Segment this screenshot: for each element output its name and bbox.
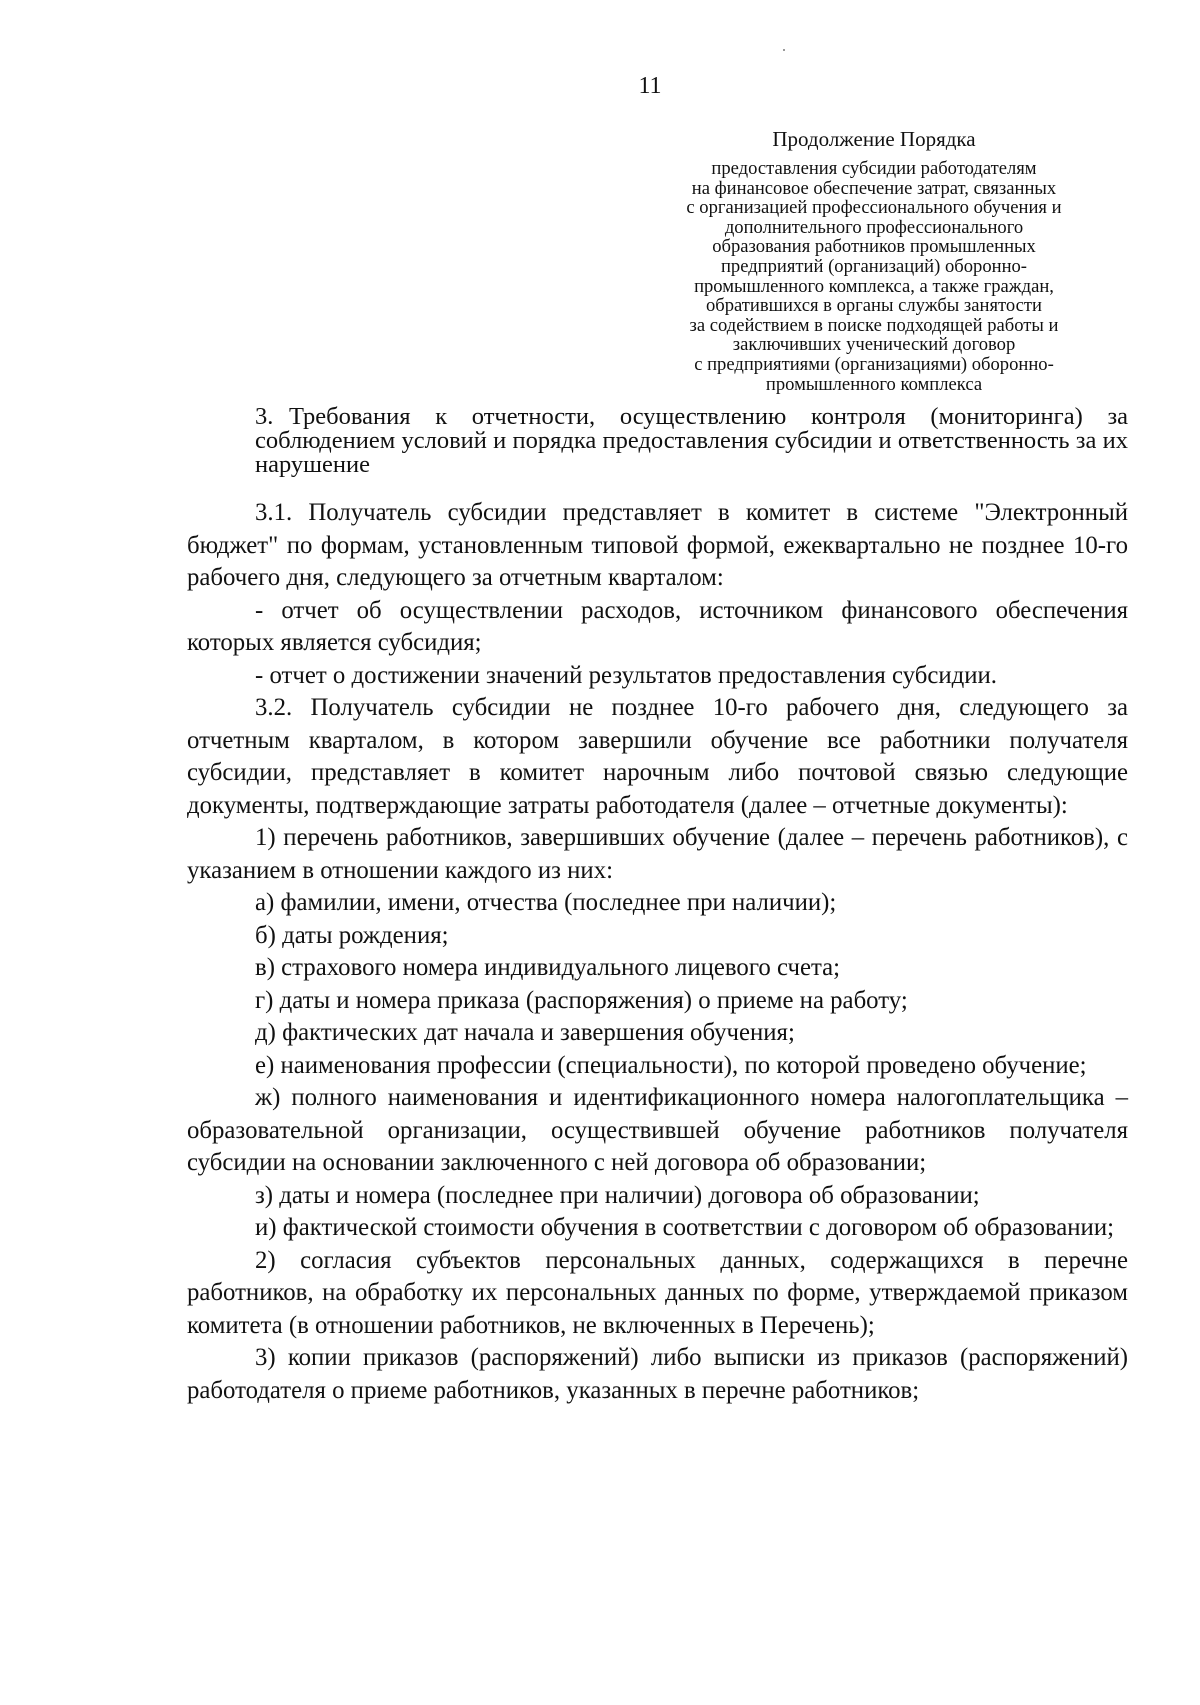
list-item: з) даты и номера (последнее при наличии) договора об образовании;: [255, 1181, 980, 1209]
appendix-header-title: Продолжение Порядка: [772, 127, 976, 151]
appendix-header-line: промышленного комплекса, а также граждан,: [694, 275, 1054, 297]
appendix-header-line: за содействием в поиске подходящей работы и: [689, 314, 1059, 336]
list-item: д) фактических дат начала и завершения обучения;: [255, 1019, 795, 1046]
list-item: б) даты рождения;: [255, 921, 449, 949]
appendix-header: [620, 127, 1128, 394]
section-number: 3.: [255, 403, 274, 430]
appendix-header-line: заключивших ученический договор: [732, 334, 1016, 356]
paragraph: 2) согласия субъектов персональных данных, содержащихся в перечне работников, на обработку их персональных данных по форме, утверждаемой приказом комитета (в отношении работников, не включенных в Перечень);: [187, 1246, 1128, 1339]
section-heading: [255, 405, 1128, 477]
appendix-header-line: на финансовое обеспечение затрат, связанных: [691, 177, 1057, 199]
page-number: 11: [638, 73, 662, 99]
appendix-header-line: с предприятиями (организациями) оборонно-: [694, 353, 1054, 375]
document-body: [187, 497, 1128, 1407]
list-item: и) фактической стоимости обучения в соответствии с договором об образовании;: [255, 1214, 1114, 1241]
appendix-header-line: дополнительного профессионального: [724, 216, 1024, 238]
scan-speck: [783, 49, 785, 51]
appendix-header-line: обратившихся в органы службы занятости: [705, 295, 1042, 317]
appendix-header-line: предоставления субсидии работодателям: [711, 158, 1037, 179]
appendix-header-line: промышленного комплекса: [765, 373, 983, 395]
paragraph: - отчет об осуществлении расходов, источником финансового обеспечения которых является субсидия;: [187, 596, 1128, 656]
appendix-header-line: с организацией профессионального обучения и: [686, 197, 1062, 219]
paragraph: 3.2. Получатель субсидии не позднее 10-го рабочего дня, следующего за отчетным кварталом, в котором завершили обучение все работники получателя субсидии, представляет в комитет нарочным либо почтовой связью следующие документы, подтверждающие затраты работодателя (далее – отчетные документы):: [187, 694, 1128, 819]
paragraph: 3) копии приказов (распоряжений) либо выписки из приказов (распоряжений) работодателя о приеме работников, указанных в перечне работников;: [187, 1344, 1128, 1404]
paragraph: 1) перечень работников, завершивших обучение (далее – перечень работников), с указанием в отношении каждого из них:: [187, 824, 1128, 884]
paragraph: - отчет о достижении значений результатов предоставления субсидии.: [255, 661, 997, 689]
list-item: а) фамилии, имени, отчества (последнее при наличии);: [255, 889, 837, 916]
appendix-header-line: образования работников промышленных: [712, 236, 1036, 258]
paragraph: 3.1. Получатель субсидии представляет в комитет в системе "Электронный бюджет" по формам, установленным типовой формой, ежеквартально не позднее 10-го рабочего дня, следующего за отчетным кварталом:: [187, 499, 1128, 591]
appendix-header-line: предприятий (организаций) оборонно-: [720, 255, 1028, 277]
list-item: е) наименования профессии (специальности), по которой проведено обучение;: [255, 1051, 1087, 1079]
section-heading-text: Требования к отчетности, осуществлению контроля (мониторинга) за соблюдением условий и порядка предоставления субсидии и ответственность за их нарушение: [255, 403, 1128, 478]
list-item: в) страхового номера индивидуального лицевого счета;: [255, 954, 841, 981]
list-item: ж) полного наименования и идентификационного номера налогоплательщика – образовательной организации, осуществившей обучение работников получателя субсидии на основании заключенного с ней договора об образовании;: [187, 1084, 1128, 1176]
list-item: г) даты и номера приказа (распоряжения) о приеме на работу;: [255, 986, 908, 1014]
